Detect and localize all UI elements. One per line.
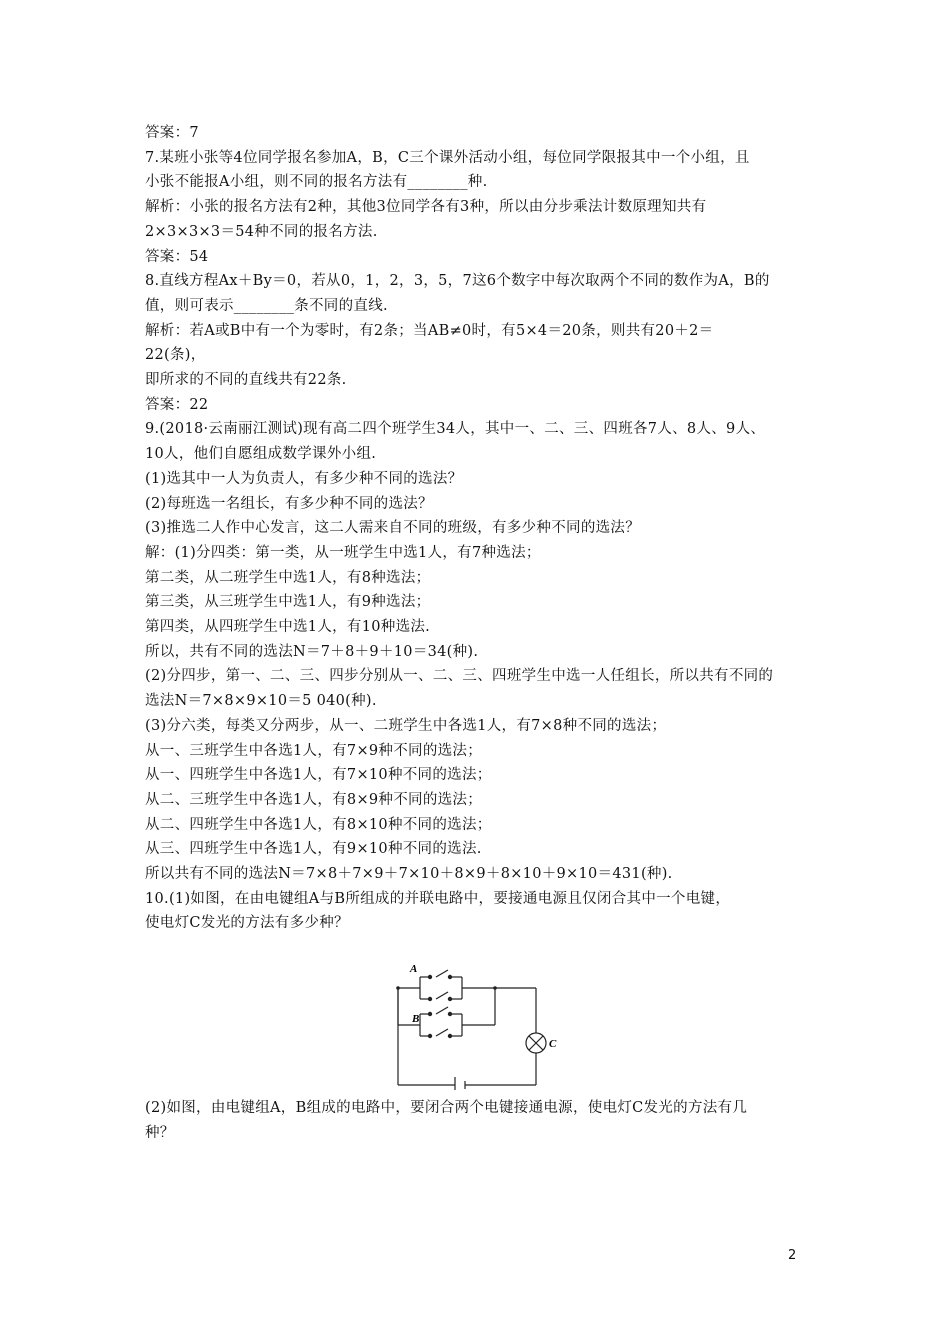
text-line: 解析：小张的报名方法有2种，其他3位同学各有3种，所以由分步乘法计数原理知共有	[145, 199, 707, 216]
text-line: 10.(1)如图，在由电键组A与B所组成的并联电路中，要接通电源且仅闭合其中一个电键，	[145, 890, 731, 907]
text-line: (3)推选二人作中心发言，这二人需来自不同的班级，有多少种不同的选法？	[145, 520, 641, 537]
text-line: 小张不能报A小组，则不同的报名方法有________种.	[145, 174, 488, 191]
circuit-diagram	[380, 950, 560, 1090]
text-line: 所以共有不同的选法N＝7×8＋7×9＋7×10＋8×9＋8×10＋9×10＝431(种).	[145, 866, 673, 882]
label-b: B	[412, 1013, 420, 1025]
text-line: 7.某班小张等4位同学报名参加A，B，C三个课外活动小组，每位同学限报其中一个小组，且	[145, 149, 750, 166]
text-line: 第三类，从三班学生中选1人，有9种选法；	[145, 594, 431, 611]
text-line: (2)分四步，第一、二、三、四步分别从一、二、三、四班学生中选一人任组长，所以共有不同的	[145, 668, 774, 685]
text-line: 9.(2018·云南丽江测试)现有高二四个班学生34人，其中一、二、三、四班各7人、8人、9人、	[145, 421, 766, 438]
text-line: 从二、四班学生中各选1人，有8×10种不同的选法；	[145, 816, 492, 833]
text-line: (2)每班选一名组长，有多少种不同的选法？	[145, 495, 433, 512]
text-line: 从三、四班学生中各选1人，有9×10种不同的选法.	[145, 841, 482, 858]
text-line: 答案：7	[145, 125, 199, 141]
text-line: 即所求的不同的直线共有22条.	[145, 372, 347, 388]
text-line: 使电灯C发光的方法有多少种？	[145, 915, 349, 932]
text-line: 答案：54	[145, 248, 209, 265]
text-line: 从一、四班学生中各选1人，有7×10种不同的选法；	[145, 767, 492, 784]
text-line: 答案：22	[145, 396, 209, 413]
text-line: (3)分六类，每类又分两步，从一、二班学生中各选1人，有7×8种不同的选法；	[145, 717, 667, 734]
text-line: (1)选其中一人为负责人，有多少种不同的选法？	[145, 470, 463, 487]
text-line: 第二类，从二班学生中选1人，有8种选法；	[145, 569, 431, 586]
text-line: 第四类，从四班学生中选1人，有10种选法.	[145, 619, 431, 635]
text-line: (2)如图，由电键组A，B组成的电路中，要闭合两个电键接通电源，使电灯C发光的方法有几	[145, 1100, 748, 1116]
text-line: 种？	[145, 1124, 175, 1141]
text-line: 解析：若A或B中有一个为零时，有2条；当AB≠0时，有5×4＝20条，则共有20＋2＝	[145, 322, 714, 339]
text-line: 22(条)，	[145, 347, 206, 364]
page-number: 2	[788, 1248, 797, 1263]
label-a: A	[410, 963, 418, 975]
label-c: C	[549, 1038, 557, 1050]
text-line: 选法N＝7×8×9×10＝5 040(种).	[145, 693, 377, 710]
text-line: 从一、三班学生中各选1人，有7×9种不同的选法；	[145, 742, 483, 759]
text-line: 从二、三班学生中各选1人，有8×9种不同的选法；	[145, 791, 483, 808]
text-line: 解：(1)分四类：第一类，从一班学生中选1人，有7种选法；	[145, 544, 541, 561]
text-line: 10人，他们自愿组成数学课外小组.	[145, 446, 377, 463]
text-line: 2×3×3×3＝54种不同的报名方法.	[145, 223, 378, 240]
text-line: 所以，共有不同的选法N＝7＋8＋9＋10＝34(种).	[145, 643, 479, 660]
text-line: 8.直线方程Ax＋By＝0，若从0，1，2，3，5，7这6个数字中每次取两个不同的数作为A，B的	[145, 273, 770, 290]
text-line: 值，则可表示________条不同的直线.	[145, 297, 388, 314]
